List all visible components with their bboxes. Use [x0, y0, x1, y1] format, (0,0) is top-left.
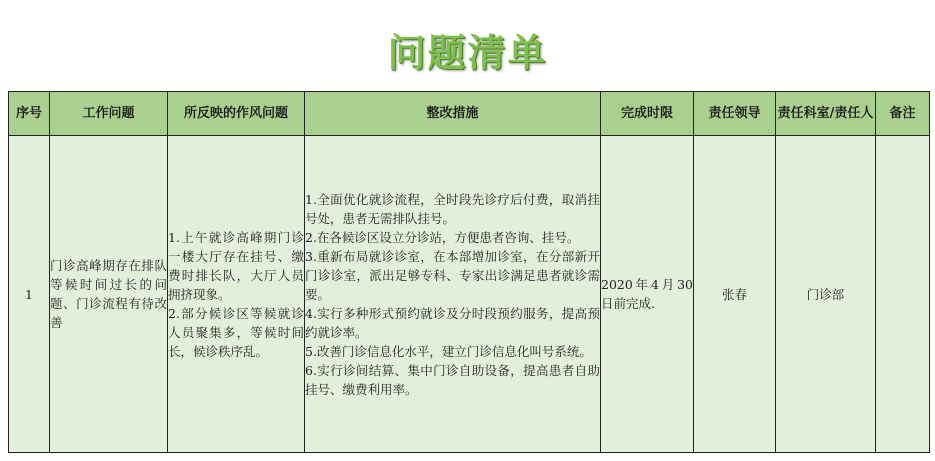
header-index: 序号 [9, 92, 50, 136]
table-row [9, 136, 930, 453]
header-work-problem: 工作问题 [50, 92, 168, 136]
cell-deadline: 2020年4月30日前完成. [601, 136, 694, 453]
header-department: 责任科室/责任人 [776, 92, 876, 136]
style-problem-item: 2.部分候诊区等候就诊人员聚集多，等候时间长，候诊秩序乱。 [168, 305, 304, 359]
header-measures: 整改措施 [305, 92, 601, 136]
cell-index: 1 [9, 136, 50, 453]
measure-item: 1.全面优化就诊流程，全时段先诊疗后付费，取消挂号处，患者无需排队挂号。 [305, 191, 600, 226]
cell-style-problems [168, 136, 305, 453]
issue-table [8, 91, 930, 453]
header-leader: 责任领导 [694, 92, 776, 136]
header-style-problem: 所反映的作风问题 [168, 92, 305, 136]
header-deadline: 完成时限 [601, 92, 694, 136]
page-title: 问题清单 [387, 31, 548, 75]
cell-remarks [876, 136, 930, 453]
cell-work-problem: 门诊高峰期存在排队等候时间过长的问题、门诊流程有待改善 [50, 136, 168, 453]
measure-item: 4.实行多种形式预约就诊及分时段预约服务，提高预约就诊率。 [305, 305, 600, 340]
style-problem-item: 1.上午就诊高峰期门诊一楼大厅存在挂号、缴费时排长队，大厅人员拥挤现象。 [168, 229, 304, 302]
cell-leader: 张春 [694, 136, 776, 453]
measure-item: 3.重新布局就诊诊室，在本部增加诊室，在分部新开门诊诊室，派出足够专科、专家出诊满足患者就诊需要。 [305, 248, 600, 302]
cell-measures [305, 136, 601, 453]
measure-item: 6.实行诊间结算、集中门诊自助设备，提高患者自助挂号、缴费利用率。 [305, 362, 600, 397]
table-header-row [9, 92, 930, 136]
cell-department: 门诊部 [776, 136, 876, 453]
measure-item: 5.改善门诊信息化水平，建立门诊信息化叫号系统。 [305, 343, 592, 359]
header-remarks: 备注 [876, 92, 930, 136]
measure-item: 2.在各候诊区设立分诊站，方便患者咨询、挂号。 [305, 229, 580, 245]
